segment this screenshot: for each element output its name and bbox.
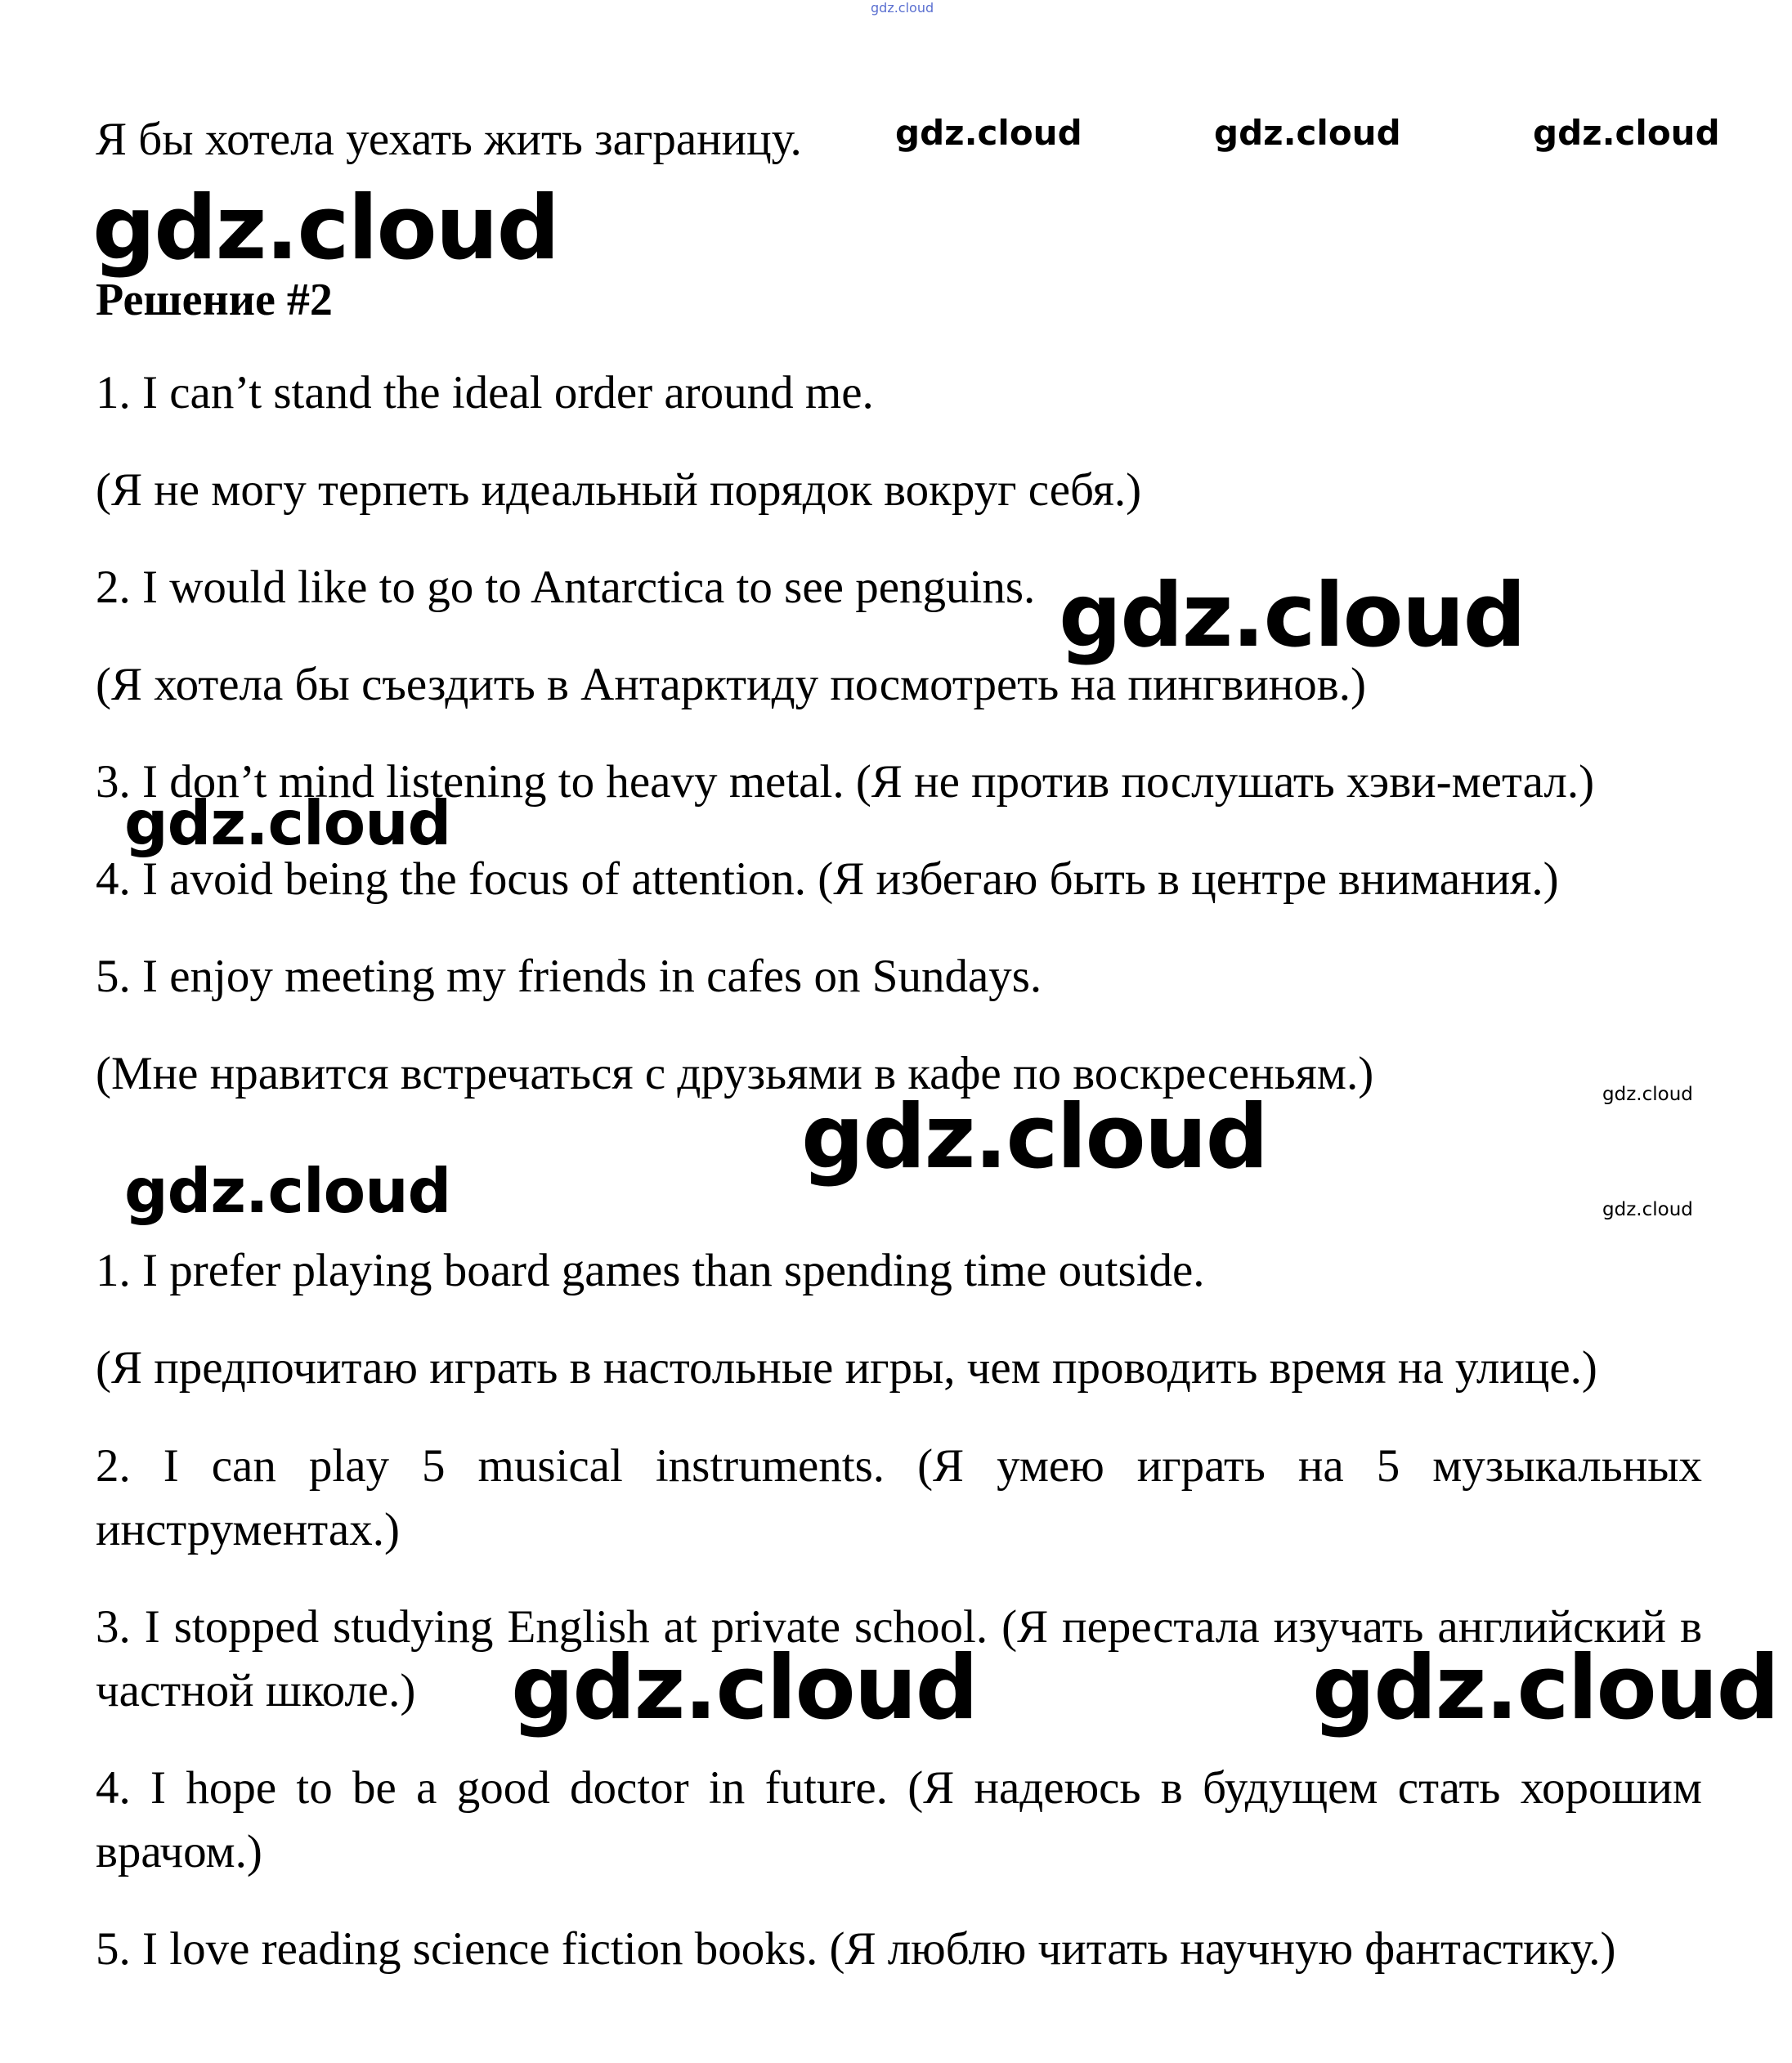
sentence-5-en: 5. I enjoy meeting my friends in cafes on Sundays. xyxy=(96,951,1042,1002)
sentence-b4: 4. I hope to be a good doctor in future. (Я надеюсь в будущем стать хорошим врачом.) xyxy=(96,1762,1702,1877)
sentence-3: 3. I don’t mind listening to heavy metal. (Я не против послушать хэви-метал.) xyxy=(96,756,1595,808)
sentence-b5: 5. I love reading science fiction books. (Я люблю читать научную фантастику.) xyxy=(96,1923,1616,1975)
solution-heading: Решение #2 xyxy=(96,275,333,325)
sentence-2-en: 2. I would like to go to Antarctica to see penguins. xyxy=(96,562,1036,613)
sentence-1-ru: (Я не могу терпеть идеальный порядок вокруг себя.) xyxy=(96,464,1142,516)
sentence-b3: 3. I stopped studying English at private school. (Я перестала изучать английский в частной школе.) xyxy=(96,1601,1702,1716)
intro-line: Я бы хотела уехать жить заграницу. xyxy=(96,114,802,165)
sentence-2-ru: (Я хотела бы съездить в Антарктиду посмотреть на пингвинов.) xyxy=(96,659,1366,710)
watermark-large-bottom-2: gdz.cloud xyxy=(1312,1637,1778,1739)
watermark-large-bottom-1: gdz.cloud xyxy=(511,1637,977,1739)
watermark-medium-left-2: gdz.cloud xyxy=(124,1155,451,1227)
sentence-b1-en: 1. I prefer playing board games than spending time outside. xyxy=(96,1245,1205,1296)
sentence-b1-ru: (Я предпочитаю играть в настольные игры, чем проводить время на улице.) xyxy=(96,1342,1597,1394)
watermark-large-mid-2: gdz.cloud xyxy=(801,1086,1267,1188)
watermark-large-mid-1: gdz.cloud xyxy=(1059,565,1525,667)
sentence-b2: 2. I can play 5 musical instruments. (Я умею играть на 5 музыкальных инструментах.) xyxy=(96,1440,1702,1555)
watermark-header-3: gdz.cloud xyxy=(1533,113,1720,153)
sentence-1-en: 1. I can’t stand the ideal order around me. xyxy=(96,367,874,418)
watermark-header-1: gdz.cloud xyxy=(895,113,1082,153)
watermark-header-2: gdz.cloud xyxy=(1214,113,1401,153)
watermark-top: gdz.cloud xyxy=(871,0,934,16)
watermark-small-right-2: gdz.cloud xyxy=(1602,1199,1693,1220)
watermark-large-top: gdz.cloud xyxy=(92,177,558,280)
sentence-5-ru: (Мне нравится встречаться с друзьями в кафе по воскресеньям.) xyxy=(96,1048,1374,1099)
watermark-small-right-1: gdz.cloud xyxy=(1602,1084,1693,1105)
sentence-4: 4. I avoid being the focus of attention. (Я избегаю быть в центре внимания.) xyxy=(96,853,1559,905)
watermark-medium-left-1: gdz.cloud xyxy=(124,787,451,859)
